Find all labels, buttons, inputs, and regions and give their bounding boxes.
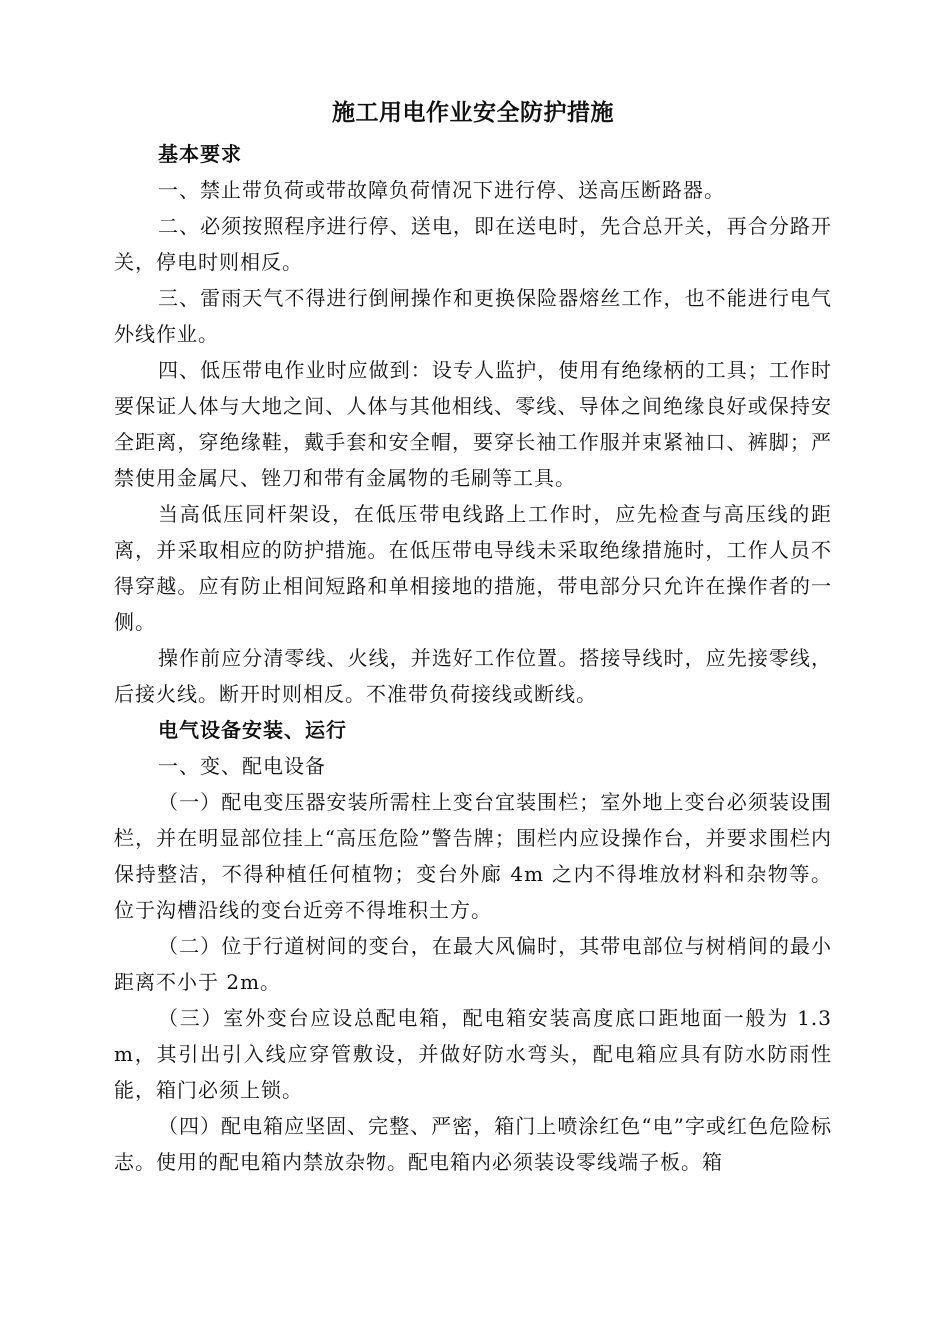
paragraph: （三）室外变台应设总配电箱，配电箱安装高度底口距地面一般为 1.3m，其引出引入线应穿管敷设，并做好防水弯头，配电箱应具有防水防雨性能，箱门必须上锁。: [114, 1006, 832, 1102]
subsection-heading: 一、变、配电设备: [158, 754, 326, 778]
document-title: 施工用电作业安全防护措施: [332, 99, 614, 126]
section-heading-basic-requirements: 基本要求: [158, 142, 242, 166]
paragraph: 当高低压同杆架设，在低压带电线路上工作时，应先检查与高压线的距离，并采取相应的防护措施。在低压带电导线未采取绝缘措施时，工作人员不得穿越。应有防止相间短路和单相接地的措施，带电部分只允许在操作者的一侧。: [114, 502, 832, 634]
document-body: [114, 96, 832, 1180]
paragraph: 一、禁止带负荷或带故障负荷情况下进行停、送高压断路器。: [158, 178, 725, 202]
paragraph: 操作前应分清零线、火线，并选好工作位置。搭接导线时，应先接零线，后接火线。断开时则相反。不准带负荷接线或断线。: [114, 646, 832, 706]
paragraph: 二、必须按照程序进行停、送电，即在送电时，先合总开关，再合分路开关，停电时则相反。: [114, 214, 832, 274]
paragraph: 三、雷雨天气不得进行倒闸操作和更换保险器熔丝工作，也不能进行电气外线作业。: [114, 286, 832, 346]
paragraph: 四、低压带电作业时应做到：设专人监护，使用有绝缘柄的工具；工作时要保证人体与大地之间、人体与其他相线、零线、导体之间绝缘良好或保持安全距离，穿绝缘鞋，戴手套和安全帽，要穿长袖工作服并束紧袖口、裤脚；严禁使用金属尺、锉刀和带有金属物的毛刷等工具。: [114, 358, 832, 490]
section-heading-equipment-installation: 电气设备安装、运行: [158, 718, 347, 742]
paragraph: （一）配电变压器安装所需柱上变台宜装围栏；室外地上变台必须装设围栏，并在明显部位挂上“高压危险”警告牌；围栏内应设操作台，并要求围栏内保持整洁，不得种植任何植物；变台外廊 4m 之内不得堆放材料和杂物等。位于沟槽沿线的变台近旁不得堆积土方。: [114, 790, 832, 922]
paragraph: （二）位于行道树间的变台，在最大风偏时，其带电部位与树梢间的最小距离不小于 2m。: [114, 934, 832, 994]
paragraph: （四）配电箱应坚固、完整、严密，箱门上喷涂红色“电”字或红色危险标志。使用的配电箱内禁放杂物。配电箱内必须装设零线端子板。箱: [114, 1114, 832, 1174]
